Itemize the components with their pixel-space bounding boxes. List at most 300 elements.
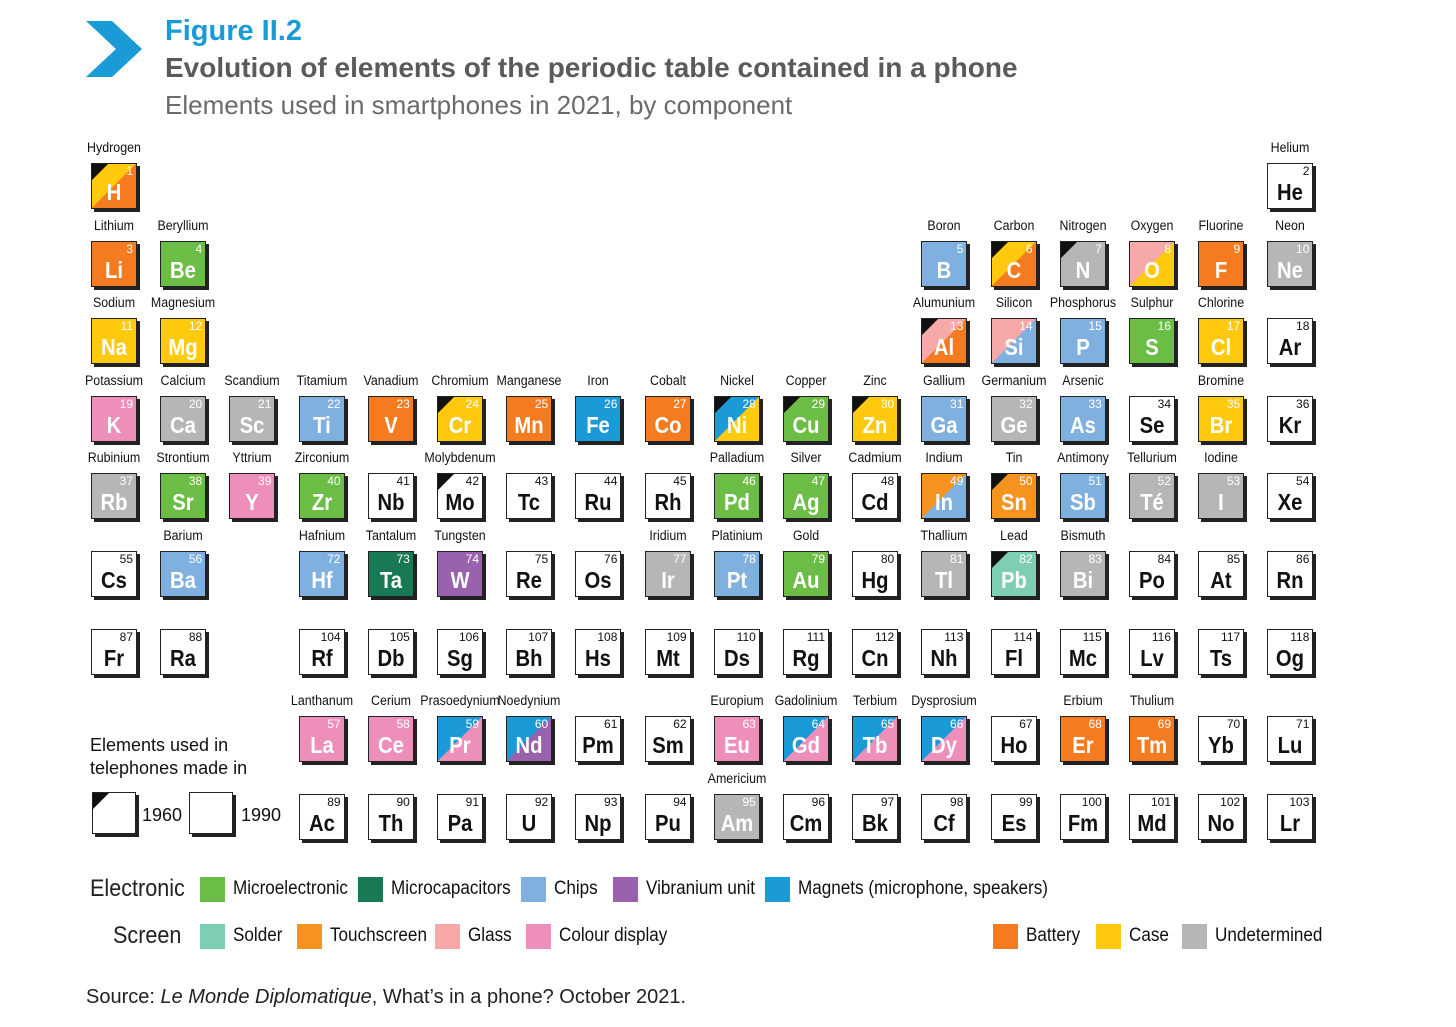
atomic-number: 100 (1081, 795, 1102, 809)
atomic-number: 54 (1296, 474, 1310, 488)
element-symbol: Pr (449, 732, 471, 758)
atomic-number: 20 (188, 397, 203, 411)
atomic-number: 11 (120, 319, 133, 333)
atomic-number: 40 (327, 474, 341, 488)
element-symbol: Mg (168, 334, 198, 360)
element-name: Nitrogen (1059, 218, 1107, 233)
atomic-number: 105 (389, 630, 410, 644)
element-symbol: Ti (312, 412, 331, 438)
element-symbol: Kr (1279, 412, 1302, 438)
atomic-number: 104 (320, 630, 341, 644)
element-symbol: He (1277, 179, 1304, 205)
element-name: Americium (707, 771, 767, 786)
atomic-number: 108 (597, 630, 618, 644)
legend-item-label: Magnets (microphone, speakers) (798, 878, 1048, 899)
element-symbol: Y (245, 489, 260, 515)
legend-item-label: Case (1129, 925, 1169, 946)
element-bh (506, 629, 552, 675)
atomic-number: 102 (1220, 795, 1241, 809)
element-symbol: Na (101, 334, 127, 360)
element-sm (645, 716, 691, 762)
atomic-number: 50 (1019, 474, 1033, 488)
element-co (645, 396, 691, 442)
atomic-number: 32 (1019, 397, 1033, 411)
atomic-number: 33 (1088, 397, 1102, 411)
element-name: Germanium (981, 373, 1047, 388)
atomic-number: 47 (811, 474, 825, 488)
element-bk (852, 794, 898, 840)
atomic-number: 112 (875, 630, 895, 644)
element-as (1060, 396, 1106, 442)
element-symbol: Fm (1067, 810, 1098, 836)
legend-swatch (765, 877, 790, 902)
element-w (437, 551, 483, 597)
element-na (91, 318, 137, 364)
atomic-number: 114 (1013, 630, 1033, 644)
legend-item-label: Battery (1026, 925, 1081, 946)
element-symbol: Rf (310, 645, 333, 671)
atomic-number: 65 (880, 717, 895, 731)
element-name: Europium (710, 693, 764, 708)
legend-swatch (521, 877, 546, 902)
element-hg (852, 551, 898, 597)
1960-corner-marker (438, 474, 454, 490)
element-symbol: Fe (586, 412, 611, 438)
element-c (991, 241, 1037, 287)
legend-item-label: Undetermined (1215, 925, 1323, 946)
element-fm (1060, 794, 1106, 840)
element-s (1129, 318, 1175, 364)
atomic-number: 67 (1019, 717, 1033, 731)
element-name: Titamium (296, 373, 347, 388)
element-name: Carbon (993, 218, 1034, 233)
atomic-number: 79 (811, 552, 825, 566)
element-symbol: Ta (379, 567, 402, 593)
element-name: Tellurium (1127, 450, 1177, 465)
element-name: Lead (999, 528, 1028, 543)
element-li (91, 241, 137, 287)
atomic-number: 62 (673, 717, 687, 731)
element-sb (1060, 473, 1106, 519)
1960-corner-marker (92, 164, 108, 180)
element-h (91, 163, 137, 209)
element-name: Cadmium (848, 450, 902, 465)
figure-title: Evolution of elements of the periodic table contained in a phone (165, 52, 1018, 83)
element-symbol: F (1215, 257, 1228, 283)
element-name: Silicon (995, 295, 1032, 310)
element-symbol: Rn (1276, 567, 1304, 593)
element-symbol: Pt (726, 567, 747, 593)
element-name: Cerium (370, 693, 411, 708)
element-name: Copper (785, 373, 827, 388)
atomic-number: 103 (1289, 795, 1310, 809)
element-he (1267, 163, 1313, 209)
element-name: Oxygen (1130, 218, 1174, 233)
element-se (1129, 396, 1175, 442)
element-name: Helium (1271, 140, 1310, 155)
element-ti (299, 396, 345, 442)
element-dy (921, 716, 967, 762)
1960-corner-marker (438, 397, 454, 413)
element-bi (1060, 551, 1106, 597)
element-name: Lanthanum (290, 693, 353, 708)
element-os (575, 551, 621, 597)
atomic-number: 31 (950, 397, 964, 411)
element-b (921, 241, 967, 287)
atomic-number: 94 (673, 795, 687, 809)
atomic-number: 8 (1164, 242, 1171, 256)
element-ni (714, 396, 760, 442)
atomic-number: 48 (880, 474, 895, 488)
element-symbol: Li (104, 257, 123, 283)
element-symbol: Db (377, 645, 405, 671)
atomic-number: 22 (327, 397, 341, 411)
atomic-number: 96 (811, 795, 825, 809)
element-kr (1267, 396, 1313, 442)
element-name: Indium (925, 450, 964, 465)
legend-swatch (1096, 924, 1121, 949)
element-pt (714, 551, 760, 597)
element-symbol: Hs (585, 645, 612, 671)
sample-1960-cell (92, 792, 136, 834)
atomic-number: 41 (396, 474, 410, 488)
atomic-number: 21 (258, 397, 272, 411)
legend-item-label: Microelectronic (233, 878, 348, 899)
element-symbol: Lv (1140, 645, 1164, 671)
element-name: Chromium (431, 373, 489, 388)
atomic-number: 56 (188, 552, 203, 566)
element-symbol: Ho (1000, 732, 1028, 758)
element-symbol: Ga (930, 412, 958, 438)
atomic-number: 68 (1088, 717, 1102, 731)
element-o (1129, 241, 1175, 287)
element-y (229, 473, 275, 519)
element-symbol: Ag (792, 489, 820, 515)
element-symbol: Ds (723, 645, 750, 671)
element-symbol: S (1145, 334, 1159, 360)
element-u (506, 794, 552, 840)
legend-item-label: Microcapacitors (391, 878, 511, 899)
element-es (991, 794, 1037, 840)
element-symbol: Xe (1278, 489, 1303, 515)
element-symbol: Ce (377, 732, 404, 758)
element-symbol: Sn (1000, 489, 1027, 515)
element-symbol: Fl (1004, 645, 1023, 671)
atomic-number: 107 (528, 630, 549, 644)
element-symbol: Ru (584, 489, 612, 515)
element-name: Tungsten (434, 528, 486, 543)
element-symbol: Té (1140, 489, 1164, 515)
element-name: Molybdenum (424, 450, 496, 465)
element-symbol: Au (792, 567, 820, 593)
element-cl (1198, 318, 1244, 364)
element-au (783, 551, 829, 597)
element-tm (1129, 716, 1175, 762)
atomic-number: 9 (1233, 242, 1241, 256)
element-hf (299, 551, 345, 597)
element-lu (1267, 716, 1313, 762)
element-md (1129, 794, 1175, 840)
element-name: Iron (587, 373, 610, 388)
atomic-number: 17 (1226, 319, 1241, 333)
element-cn (852, 629, 898, 675)
element-symbol: Mo (445, 489, 475, 515)
element-symbol: I (1218, 489, 1224, 515)
element-name: Gold (792, 528, 820, 543)
element-fl (991, 629, 1037, 675)
figure-label: Figure II.2 (165, 15, 302, 47)
element-name: Thallium (920, 528, 968, 543)
atomic-number: 57 (327, 717, 341, 731)
element-symbol: Sm (651, 732, 684, 758)
atomic-number: 81 (950, 552, 964, 566)
element-symbol: Ba (170, 567, 197, 593)
legend-swatch (993, 924, 1018, 949)
element-og (1267, 629, 1313, 675)
element-eu (714, 716, 760, 762)
1960-corner-marker (992, 242, 1008, 258)
atomic-number: 89 (327, 795, 341, 809)
atomic-number: 13 (950, 319, 964, 333)
element-mc (1060, 629, 1106, 675)
element-symbol: Si (1004, 334, 1024, 360)
element-name: Gallium (923, 373, 966, 388)
element-name: Antimony (1056, 450, 1109, 465)
element-name: Scandium (224, 373, 281, 388)
1960-corner-marker (992, 552, 1008, 568)
element-name: Manganese (496, 373, 562, 388)
element-sn (991, 473, 1037, 519)
element-name: Silver (790, 450, 822, 465)
element-symbol: Mc (1068, 645, 1097, 671)
element-name: Iodine (1204, 450, 1239, 465)
element-th (368, 794, 414, 840)
legend-swatch (297, 924, 322, 949)
legend-item-label: Chips (554, 878, 598, 899)
sample-1990-cell (189, 792, 233, 834)
atomic-number: 5 (956, 242, 964, 256)
element-name: Potassium (85, 373, 143, 388)
element-rh (645, 473, 691, 519)
element-name: Vanadium (363, 373, 419, 388)
element-name: Bromine (1198, 373, 1245, 388)
element-sg (437, 629, 483, 675)
element-lv (1129, 629, 1175, 675)
element-rf (299, 629, 345, 675)
element-pu (645, 794, 691, 840)
element-symbol: Tl (935, 567, 954, 593)
atomic-number: 86 (1296, 552, 1310, 566)
element-té (1129, 473, 1175, 519)
element-n (1060, 241, 1106, 287)
element-name: Cobalt (649, 373, 686, 388)
atomic-number: 45 (673, 474, 687, 488)
legend-swatch (200, 877, 225, 902)
element-k (91, 396, 137, 442)
atomic-number: 116 (1151, 630, 1171, 644)
element-name: Bismuth (1060, 528, 1106, 543)
element-gd (783, 716, 829, 762)
element-name: Barium (163, 528, 203, 543)
element-name: Lithium (93, 218, 135, 233)
element-symbol: U (521, 810, 537, 836)
atomic-number: 88 (188, 630, 203, 644)
element-at (1198, 551, 1244, 597)
element-mt (645, 629, 691, 675)
element-symbol: Rb (100, 489, 128, 515)
atomic-number: 39 (258, 474, 272, 488)
element-symbol: Zr (311, 489, 332, 515)
element-symbol: Sc (240, 412, 265, 438)
element-re (506, 551, 552, 597)
element-pa (437, 794, 483, 840)
element-symbol: Cl (1211, 334, 1232, 360)
element-name: Iridium (648, 528, 687, 543)
atomic-number: 7 (1095, 242, 1102, 256)
element-symbol: Pm (582, 732, 615, 758)
element-symbol: K (106, 412, 122, 438)
element-po (1129, 551, 1175, 597)
element-symbol: Pu (654, 810, 681, 836)
element-mg (160, 318, 206, 364)
legend-item-label: Glass (468, 925, 512, 946)
element-zr (299, 473, 345, 519)
element-la (299, 716, 345, 762)
atomic-number: 97 (880, 795, 895, 809)
atomic-number: 95 (742, 795, 756, 809)
element-name: Boron (927, 218, 961, 233)
atomic-number: 46 (742, 474, 756, 488)
element-symbol: N (1075, 257, 1091, 283)
atomic-number: 61 (604, 717, 618, 731)
element-symbol: Ne (1277, 257, 1304, 283)
element-ta (368, 551, 414, 597)
atomic-number: 14 (1019, 319, 1033, 333)
atomic-number: 84 (1157, 552, 1171, 566)
element-symbol: Lu (1278, 732, 1303, 758)
element-hs (575, 629, 621, 675)
element-al (921, 318, 967, 364)
element-symbol: Mn (514, 412, 544, 438)
atomic-number: 60 (534, 717, 549, 731)
element-symbol: Mt (655, 645, 680, 671)
atomic-number: 25 (534, 397, 549, 411)
atomic-number: 109 (666, 630, 687, 644)
element-symbol: P (1076, 334, 1090, 360)
atomic-number: 2 (1302, 164, 1310, 178)
atomic-number: 52 (1157, 474, 1171, 488)
legend-item-label: Touchscreen (330, 925, 427, 946)
element-symbol: At (1210, 567, 1232, 593)
element-nd (506, 716, 552, 762)
element-symbol: Yb (1208, 732, 1235, 758)
element-symbol: Ar (1279, 334, 1302, 360)
atomic-number: 1 (126, 164, 133, 178)
atomic-number: 71 (1296, 717, 1310, 731)
element-symbol: Be (170, 257, 197, 283)
element-ne (1267, 241, 1313, 287)
1960-corner-marker (853, 397, 869, 413)
1960-corner-marker (1061, 242, 1077, 258)
element-in (921, 473, 967, 519)
element-symbol: Tc (518, 489, 541, 515)
atomic-number: 78 (742, 552, 756, 566)
element-symbol: Bh (515, 645, 543, 671)
atomic-number: 26 (604, 397, 618, 411)
element-symbol: Es (1001, 810, 1026, 836)
element-tl (921, 551, 967, 597)
element-pb (991, 551, 1037, 597)
element-symbol: Cr (448, 412, 472, 438)
1960-corner-marker (922, 319, 938, 335)
element-symbol: Br (1209, 412, 1233, 438)
element-name: Prasoedynium (420, 693, 500, 708)
source-note: Source: Le Monde Diplomatique, What’s in a phone? October 2021. (86, 986, 687, 1008)
atomic-number: 19 (119, 397, 133, 411)
element-symbol: Eu (723, 732, 750, 758)
element-symbol: Md (1137, 810, 1167, 836)
legend-swatch (200, 924, 225, 949)
element-symbol: Lr (1280, 810, 1301, 836)
atomic-number: 53 (1226, 474, 1241, 488)
element-mn (506, 396, 552, 442)
element-symbol: Bk (862, 810, 889, 836)
element-symbol: Tb (862, 732, 888, 758)
atomic-number: 28 (742, 397, 756, 411)
1960-corner-marker (715, 397, 731, 413)
element-ba (160, 551, 206, 597)
element-ho (991, 716, 1037, 762)
atomic-number: 110 (736, 630, 756, 644)
element-symbol: Sr (172, 489, 194, 515)
element-si (991, 318, 1037, 364)
element-symbol: Ts (1210, 645, 1233, 671)
atomic-number: 99 (1019, 795, 1033, 809)
atomic-number: 49 (950, 474, 964, 488)
atomic-number: 80 (880, 552, 895, 566)
atomic-number: 76 (604, 552, 618, 566)
element-symbol: Ra (170, 645, 197, 671)
element-p (1060, 318, 1106, 364)
atomic-number: 55 (119, 552, 133, 566)
element-symbol: Np (584, 810, 612, 836)
element-symbol: Pd (723, 489, 750, 515)
element-name: Sodium (92, 295, 136, 310)
element-symbol: Fr (103, 645, 125, 671)
element-name: Phosphorus (1049, 295, 1116, 310)
element-name: Terbium (853, 693, 898, 708)
element-symbol: Ac (308, 810, 335, 836)
atomic-number: 101 (1150, 795, 1171, 809)
element-symbol: Hf (310, 567, 333, 593)
element-name: Thulium (1129, 693, 1175, 708)
element-nb (368, 473, 414, 519)
element-symbol: Cf (933, 810, 956, 836)
element-ca (160, 396, 206, 442)
element-i (1198, 473, 1244, 519)
element-symbol: H (106, 179, 122, 205)
element-tb (852, 716, 898, 762)
atomic-number: 64 (811, 717, 825, 731)
element-ir (645, 551, 691, 597)
element-ce (368, 716, 414, 762)
element-symbol: W (450, 567, 470, 593)
legend-swatch (435, 924, 460, 949)
year-1990-label: 1990 (241, 805, 282, 825)
atomic-number: 115 (1082, 630, 1102, 644)
element-name: Strontium (156, 450, 210, 465)
element-name: Dysprosium (911, 693, 978, 708)
